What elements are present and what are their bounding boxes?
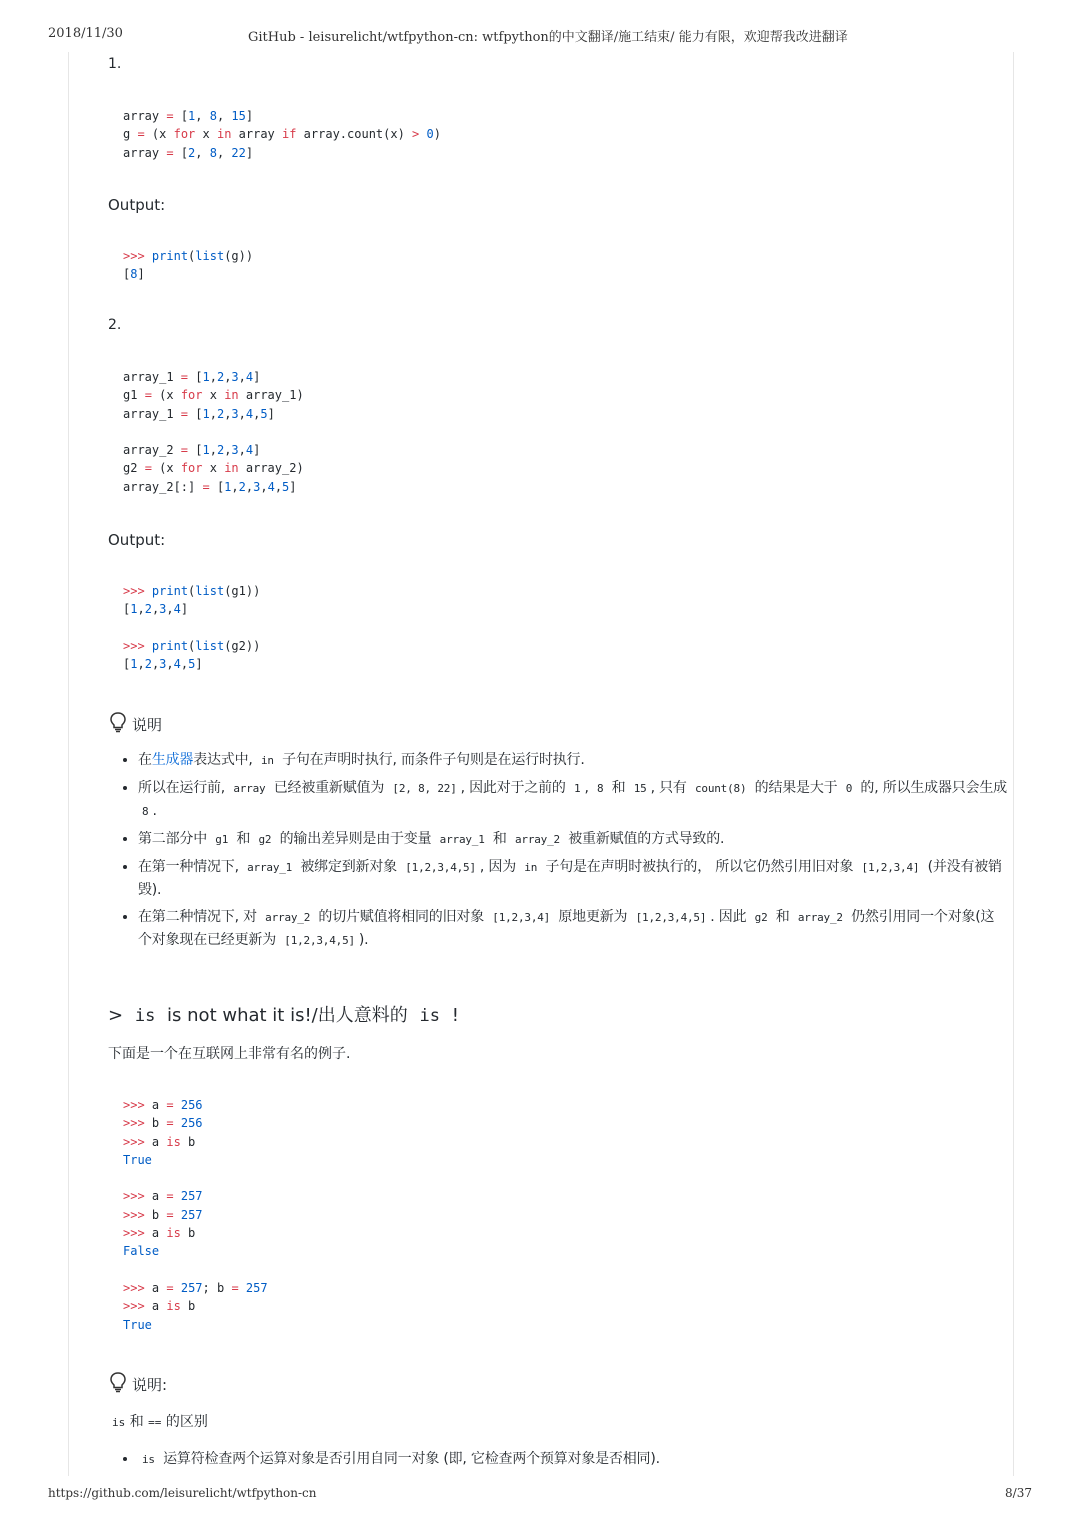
lightbulb-icon — [108, 1371, 128, 1397]
code-block-is: >>> a = 256 >>> b = 256 >>> a is b True >>> a = 257 >>> b = 257 >>> a is b False >>> a = 257; b = 257 >>> a is b True — [123, 1098, 268, 1332]
content-right-border — [1013, 52, 1014, 1476]
print-date: 2018/11/30 — [48, 26, 123, 41]
code-block-1: array = [1, 8, 15] g = (x for x in array if array.count(x) > 0) array = [2, 8, 22] — [123, 109, 441, 160]
print-url: https://github.com/leisurelicht/wtfpython-cn — [48, 1486, 317, 1500]
explanation-list-1 — [108, 749, 1008, 957]
list-number-2: 2. — [108, 317, 122, 333]
list-item: • 在生成器表达式中, in 子句在声明时执行, 而条件子句则是在运行时执行. — [138, 749, 1008, 772]
print-page-title: GitHub - leisurelicht/wtfpython-cn: wtfpython的中文翻译/施工结束/ 能力有限，欢迎帮我改进翻译 — [248, 30, 848, 45]
list-item: • 在第一种情况下, array_1 被绑定到新对象 [1,2,3,4,5] , 因为 in 子句是在声明时被执行的， 所以它仍然引用旧对象 [1,2,3,4] (并没有被销毁). — [138, 856, 1008, 901]
explanation-heading-1 — [108, 711, 162, 737]
content-left-border — [68, 52, 69, 1476]
list-item: • 第二部分中 g1 和 g2 的输出差异则是由于变量 array_1 和 array_2 被重新赋值的方式导致的. — [138, 828, 1008, 851]
list-item: • 所以在运行前, array 已经被重新赋值为 [2, 8, 22] , 因此对于之前的 1 , 8 和 15 , 只有 count(8) 的结果是大于 0 的, 所以生成器只会生成 8 . — [138, 777, 1008, 823]
explanation-title-1: 说明 — [132, 715, 163, 734]
explanation-title-2: 说明: — [132, 1375, 168, 1394]
list-item: • is 运算符检查两个运算对象是否引用自同一对象 (即, 它检查两个预算对象是否相同). — [138, 1448, 1008, 1471]
generator-link[interactable]: 生成器 — [151, 752, 194, 768]
code-block-output-2: >>> print(list(g1)) [1,2,3,4] >>> print(list(g2)) [1,2,3,4,5] — [123, 584, 261, 672]
output-label-2: Output: — [108, 531, 166, 549]
code-block-2: array_1 = [1,2,3,4] g1 = (x for x in array_1) array_1 = [1,2,3,4,5] array_2 = [1,2,3,4] g2 = (x for x in array_2) array_2[:] = [1,2,3,4,5] — [123, 370, 304, 494]
list-number-1: 1. — [108, 56, 122, 72]
explanation-list-2 — [108, 1448, 1008, 1476]
code-block-output-1: >>> print(list(g)) [8] — [123, 249, 254, 282]
is-vs-eq-subheading: is 和 == 的区别 — [112, 1414, 208, 1430]
list-item: • 在第二种情况下, 对 array_2 的切片赋值将相同的旧对象 [1,2,3,4] 原地更新为 [1,2,3,4,5] . 因此 g2 和 array_2 仍然引用同一个对象(这个对象现在已经更新为 [1,2,3,4,5] ). — [138, 906, 1008, 952]
output-label-1: Output: — [108, 196, 166, 214]
section-intro: 下面是一个在互联网上非常有名的例子. — [108, 1046, 351, 1062]
print-page-number: 8/37 — [1005, 1486, 1032, 1500]
section-heading-is: > is is not what it is!/出人意料的 is ! — [108, 1005, 459, 1026]
lightbulb-icon — [108, 711, 128, 737]
explanation-heading-2 — [108, 1371, 167, 1397]
